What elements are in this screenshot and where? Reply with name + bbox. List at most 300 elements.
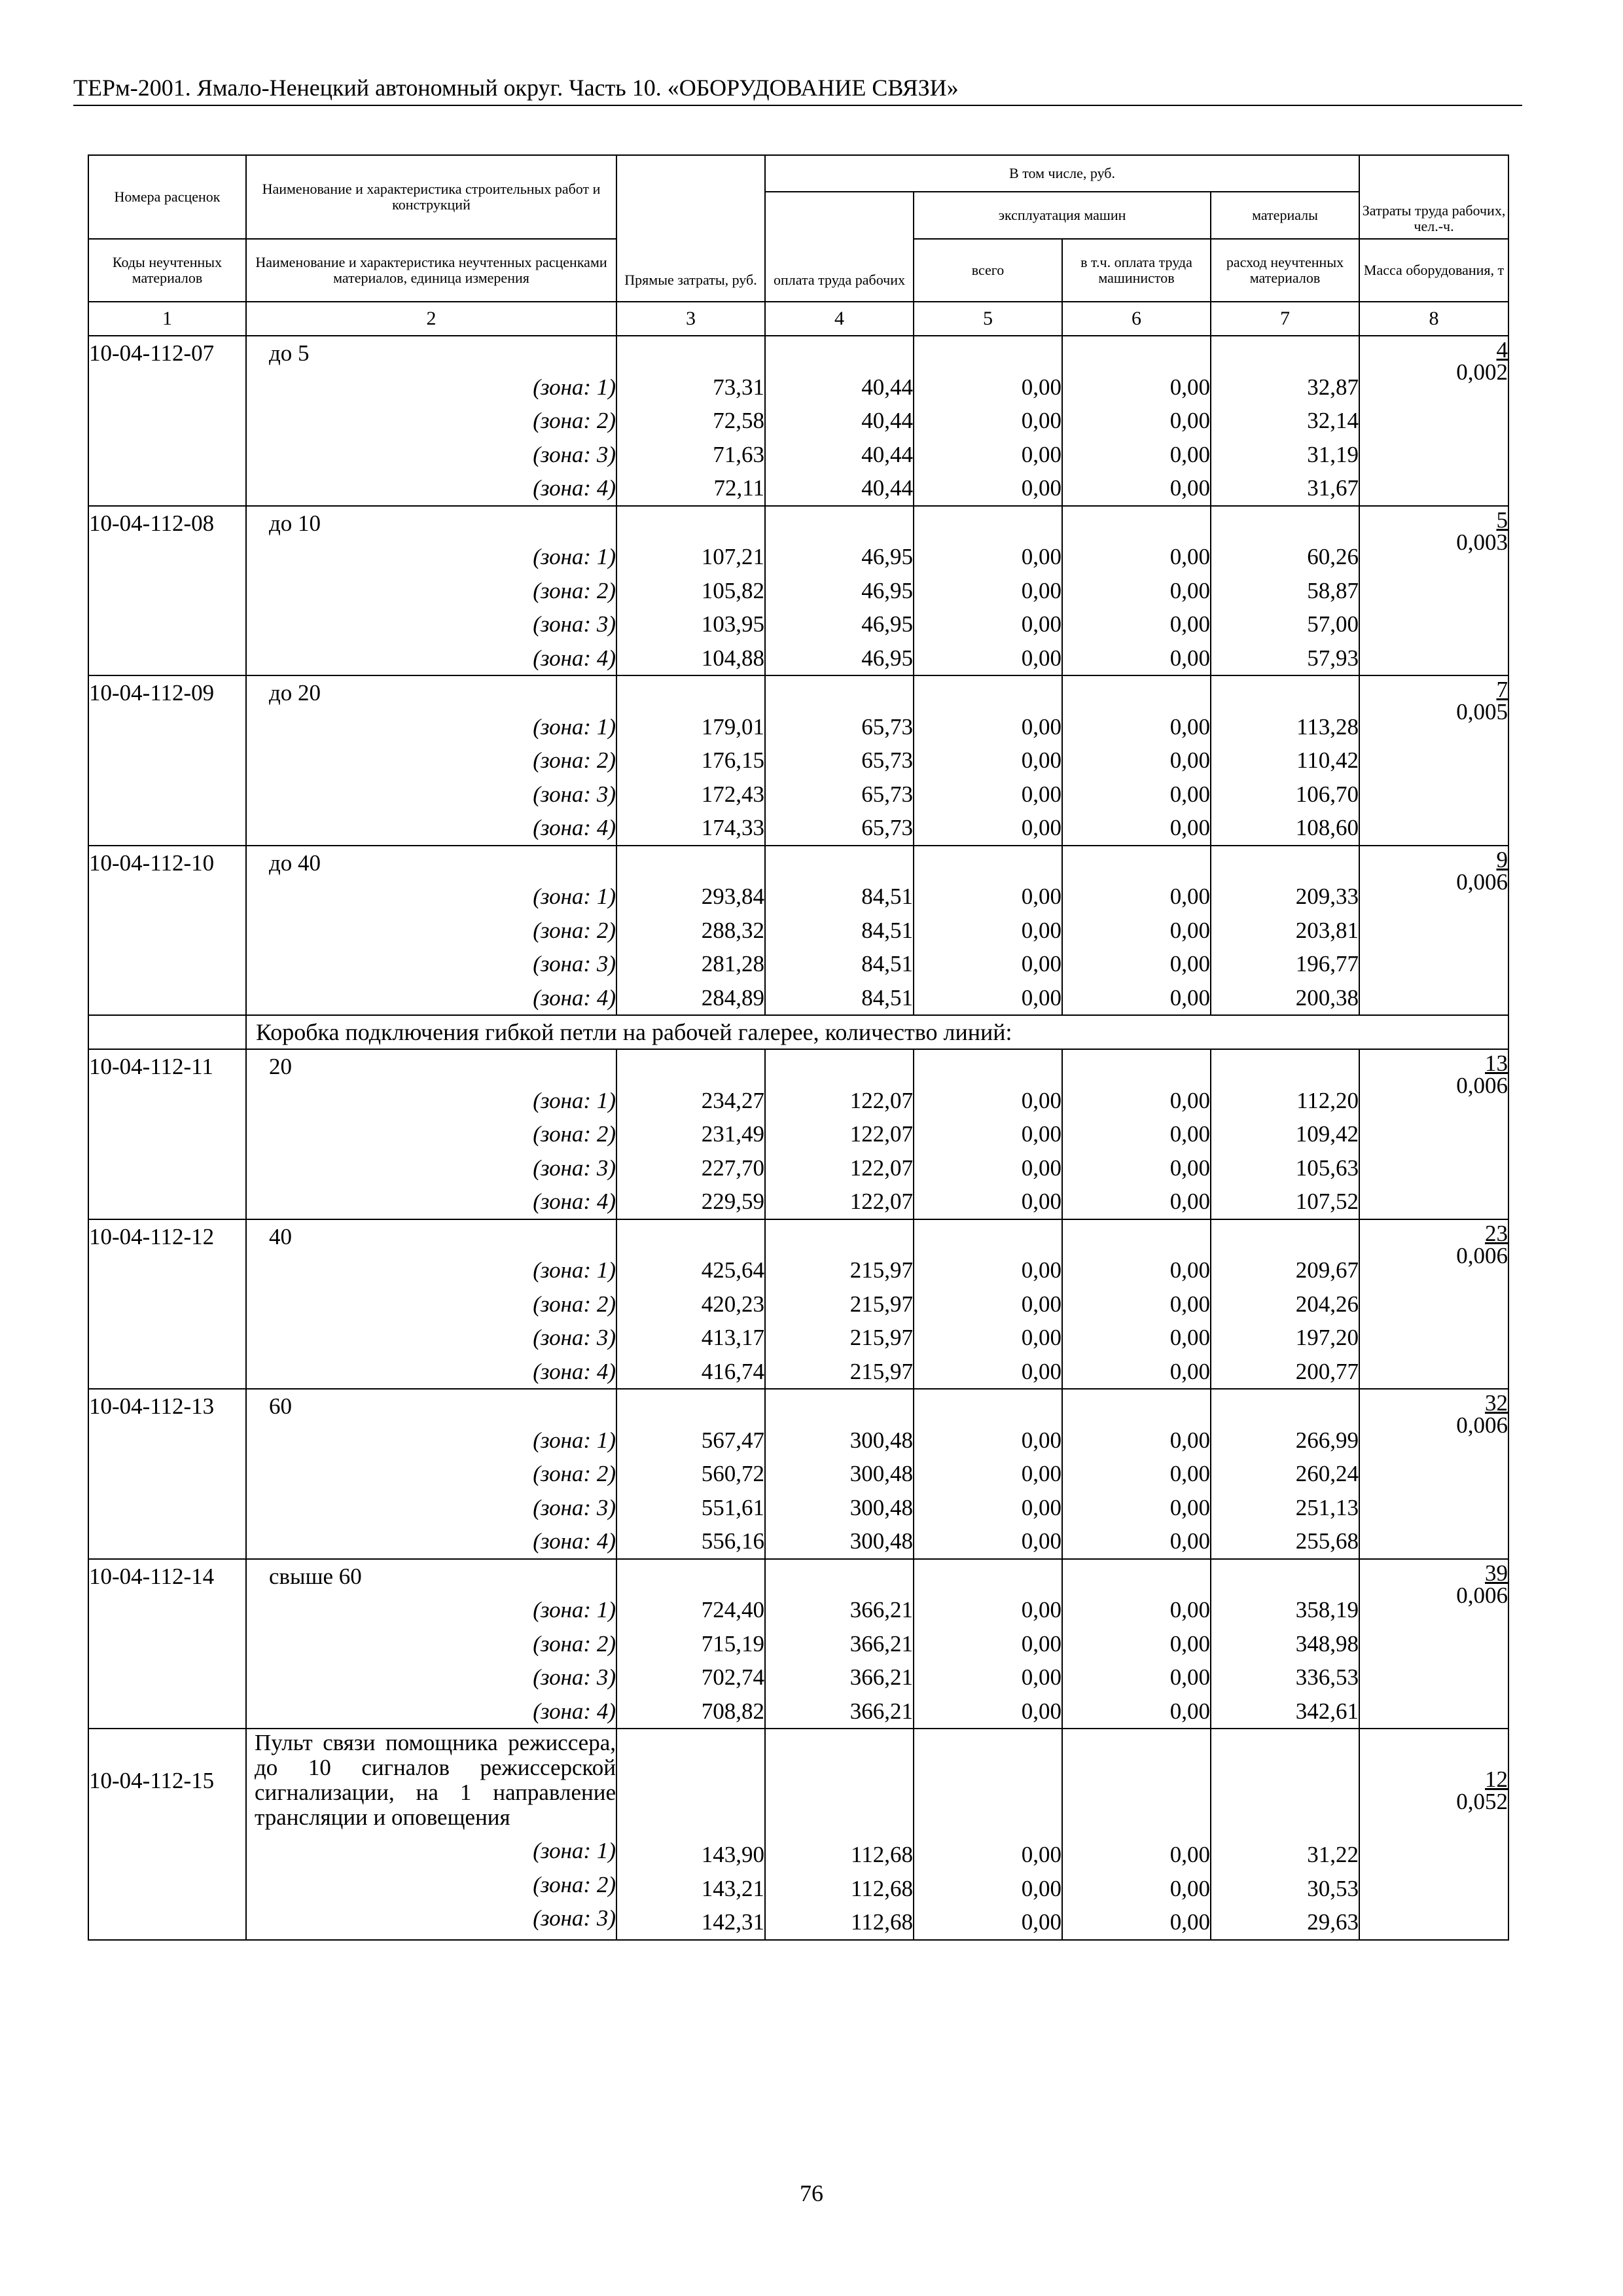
- machines-cell: [914, 846, 1062, 1016]
- col-number: 3: [616, 302, 765, 336]
- operators-pay-value: 0,00: [1169, 1325, 1210, 1350]
- operators-pay-value: 0,00: [1169, 475, 1210, 501]
- direct-cost-value: 234,27: [701, 1087, 764, 1113]
- operators-pay-cell: [1062, 675, 1211, 846]
- spacer: [1211, 1560, 1359, 1594]
- spacer: [766, 676, 913, 710]
- materials-value: 29,63: [1307, 1909, 1359, 1935]
- spacer: [914, 507, 1061, 541]
- spacer: [766, 336, 913, 370]
- equipment-mass: 0,006: [1456, 1242, 1508, 1268]
- materials-value: 31,19: [1307, 441, 1359, 467]
- zone-label: (зона: 1): [533, 1838, 616, 1863]
- labor-pay-cell: [765, 675, 914, 846]
- direct-cost-cell: [616, 1729, 765, 1940]
- machines-value: 0,00: [1021, 374, 1061, 400]
- labor-pay-value: 65,73: [861, 781, 913, 807]
- col-labor-bottom: Масса оборудования, т: [1359, 239, 1508, 302]
- spacer: [1211, 1729, 1359, 1838]
- spacer: [914, 1220, 1061, 1254]
- zone-label: (зона: 4): [533, 1698, 616, 1724]
- materials-value: 57,93: [1307, 645, 1359, 671]
- zone-label: (зона: 2): [533, 917, 616, 943]
- materials-value: 266,99: [1295, 1427, 1359, 1453]
- direct-cost-value: 104,88: [701, 645, 764, 671]
- rate-name-cell: [246, 1729, 616, 1940]
- direct-cost-value: 174,33: [701, 815, 764, 840]
- machines-value: 0,00: [1021, 1909, 1061, 1935]
- direct-cost-value: 172,43: [701, 781, 764, 807]
- labor-hours: [1360, 846, 1508, 871]
- section-body: [88, 1015, 1508, 1049]
- labor-pay-value: 300,48: [849, 1494, 913, 1520]
- labor-hours: [1360, 1220, 1508, 1245]
- table-row: [88, 506, 1508, 676]
- machines-value: 0,00: [1021, 1325, 1061, 1350]
- labor-hours-value: 5: [1496, 507, 1508, 533]
- zone-label: (зона: 1): [533, 1597, 616, 1623]
- equipment-mass: 0,006: [1456, 1073, 1508, 1098]
- col-code-bottom: Коды неучтенных материалов: [88, 239, 246, 302]
- materials-value: 342,61: [1295, 1698, 1359, 1724]
- rate-name-cell: [246, 1389, 616, 1559]
- table-body-a: [88, 336, 1508, 1015]
- labor-hours-value: 32: [1485, 1390, 1508, 1416]
- operators-pay-value: 0,00: [1169, 1909, 1210, 1935]
- materials-value: 204,26: [1295, 1291, 1359, 1317]
- zone-label: (зона: 2): [533, 1291, 616, 1317]
- rate-name: до 20: [269, 680, 321, 706]
- equipment-mass: 0,052: [1456, 1789, 1508, 1814]
- labor-hours: [1360, 336, 1508, 361]
- machines-value: 0,00: [1021, 1358, 1061, 1384]
- machines-value: 0,00: [1021, 1189, 1061, 1214]
- labor-mass-cell: [1359, 506, 1508, 676]
- operators-pay-value: 0,00: [1169, 917, 1210, 943]
- spacer: [1063, 1390, 1210, 1424]
- labor-mass-cell: [1359, 1559, 1508, 1729]
- rate-code-cell: [88, 1219, 246, 1390]
- operators-pay-value: 0,00: [1169, 611, 1210, 637]
- operators-pay-value: 0,00: [1169, 1461, 1210, 1486]
- machines-value: 0,00: [1021, 984, 1061, 1011]
- labor-pay-value: 300,48: [849, 1427, 913, 1453]
- rate-code-cell: [88, 336, 246, 506]
- operators-pay-value: 0,00: [1169, 984, 1210, 1011]
- col-number: 4: [765, 302, 914, 336]
- spacer: [914, 1729, 1061, 1838]
- zone-label: (зона: 1): [533, 1257, 616, 1283]
- labor-pay-value: 366,21: [849, 1664, 913, 1690]
- zone-label: (зона: 2): [533, 747, 616, 773]
- materials-cell: [1211, 1389, 1359, 1559]
- materials-value: 209,33: [1295, 884, 1359, 909]
- spacer: [766, 1560, 913, 1594]
- labor-mass-cell: [1359, 1049, 1508, 1219]
- section-title: Коробка подключения гибкой петли на рабочей галерее, количество линий:: [246, 1015, 1508, 1049]
- direct-cost-value: 227,70: [701, 1155, 764, 1181]
- direct-cost-value: 567,47: [701, 1427, 764, 1453]
- direct-cost-value: 179,01: [701, 713, 764, 740]
- materials-value: 31,67: [1307, 475, 1359, 501]
- zone-label: (зона: 4): [533, 475, 616, 501]
- zone-label: (зона: 2): [533, 1461, 616, 1486]
- col-labor-pay: оплата труда рабочих: [765, 192, 914, 302]
- materials-value: 196,77: [1295, 951, 1359, 977]
- machines-cell: [914, 1559, 1062, 1729]
- operators-pay-value: 0,00: [1169, 408, 1210, 433]
- labor-pay-value: 65,73: [861, 815, 913, 840]
- rate-name-cell: [246, 336, 616, 506]
- direct-cost-value: 143,90: [701, 1842, 764, 1867]
- machines-value: 0,00: [1021, 1630, 1061, 1657]
- spacer: [914, 676, 1061, 710]
- spacer: [766, 1729, 913, 1838]
- zone-label: (зона: 1): [533, 1427, 616, 1453]
- spacer: [617, 1560, 764, 1594]
- operators-pay-value: 0,00: [1169, 374, 1210, 400]
- zone-label: (зона: 3): [533, 441, 616, 467]
- operators-pay-value: 0,00: [1169, 1121, 1210, 1147]
- labor-pay-value: 46,95: [861, 645, 913, 671]
- spacer: [1211, 336, 1359, 370]
- spacer: [914, 1560, 1061, 1594]
- materials-value: 358,19: [1295, 1597, 1359, 1623]
- materials-value: 197,20: [1295, 1325, 1359, 1350]
- labor-hours: [1360, 676, 1508, 701]
- machines-value: 0,00: [1021, 713, 1061, 740]
- table-row: [88, 1049, 1508, 1219]
- spacer: [617, 336, 764, 370]
- spacer: [617, 846, 764, 880]
- materials-cell: [1211, 1729, 1359, 1940]
- labor-pay-value: 112,68: [851, 1875, 913, 1901]
- equipment-mass: 0,002: [1456, 359, 1508, 385]
- materials-value: 110,42: [1296, 747, 1359, 773]
- materials-value: 58,87: [1307, 577, 1359, 603]
- machines-value: 0,00: [1021, 1087, 1061, 1113]
- rate-name-cell: [246, 1219, 616, 1390]
- rate-name-cell: [246, 846, 616, 1016]
- operators-pay-value: 0,00: [1169, 1087, 1210, 1113]
- direct-cost-cell: [616, 506, 765, 676]
- operators-pay-value: 0,00: [1169, 1257, 1210, 1283]
- operators-pay-value: 0,00: [1169, 645, 1210, 671]
- materials-value: 112,20: [1296, 1087, 1359, 1113]
- operators-pay-value: 0,00: [1169, 781, 1210, 807]
- labor-pay-cell: [765, 336, 914, 506]
- labor-pay-value: 122,07: [849, 1189, 913, 1214]
- operators-pay-value: 0,00: [1169, 1189, 1210, 1214]
- rate-name-cell: [246, 1049, 616, 1219]
- zone-label: (зона: 3): [533, 1155, 616, 1181]
- machines-value: 0,00: [1021, 544, 1061, 569]
- direct-cost-value: 724,40: [701, 1597, 764, 1623]
- machines-value: 0,00: [1021, 747, 1061, 773]
- col-number: 7: [1211, 302, 1359, 336]
- labor-pay-value: 122,07: [849, 1155, 913, 1181]
- direct-cost-value: 143,21: [701, 1875, 764, 1901]
- spacer: [766, 846, 913, 880]
- operators-pay-value: 0,00: [1169, 747, 1210, 773]
- operators-pay-value: 0,00: [1169, 1528, 1210, 1554]
- rate-code: 10-04-112-14: [89, 1563, 215, 1589]
- operators-pay-value: 0,00: [1169, 951, 1210, 977]
- direct-cost-value: 551,61: [701, 1494, 764, 1520]
- direct-cost-value: 560,72: [701, 1461, 764, 1486]
- spacer: [1211, 846, 1359, 880]
- labor-pay-value: 40,44: [861, 441, 913, 467]
- table-row: [88, 336, 1508, 506]
- direct-cost-value: 284,89: [701, 984, 764, 1011]
- machines-value: 0,00: [1021, 884, 1061, 909]
- direct-cost-cell: [616, 675, 765, 846]
- operators-pay-value: 0,00: [1169, 1698, 1210, 1724]
- rate-code-cell: [88, 1559, 246, 1729]
- machines-cell: [914, 1729, 1062, 1940]
- labor-pay-cell: [765, 1389, 914, 1559]
- zone-label: (зона: 2): [533, 577, 616, 603]
- table-row: [88, 1729, 1508, 1940]
- page-header: ТЕРм-2001. Ямало-Ненецкий автономный округ. Часть 10. «ОБОРУДОВАНИЕ СВЯЗИ»: [73, 75, 959, 101]
- operators-pay-cell: [1062, 336, 1211, 506]
- col-machines-operators: в т.ч. оплата труда машинистов: [1062, 239, 1211, 302]
- col-direct: Прямые затраты, руб.: [616, 155, 765, 302]
- rate-code: 10-04-112-07: [89, 340, 215, 366]
- labor-pay-value: 122,07: [849, 1121, 913, 1147]
- direct-cost-value: 708,82: [701, 1698, 764, 1724]
- direct-cost-value: 71,63: [713, 441, 764, 467]
- machines-value: 0,00: [1021, 1121, 1061, 1147]
- spacer: [617, 1220, 764, 1254]
- zone-label: (зона: 2): [533, 1630, 616, 1657]
- materials-value: 31,22: [1307, 1842, 1359, 1867]
- labor-pay-value: 84,51: [861, 984, 913, 1011]
- materials-value: 57,00: [1307, 611, 1359, 637]
- materials-cell: [1211, 336, 1359, 506]
- col-name-top: Наименование и характеристика строительных работ и конструкций: [246, 155, 616, 239]
- materials-value: 60,26: [1307, 544, 1359, 569]
- materials-value: 260,24: [1295, 1461, 1359, 1486]
- machines-value: 0,00: [1021, 645, 1061, 671]
- labor-mass-cell: [1359, 846, 1508, 1016]
- labor-pay-value: 84,51: [861, 917, 913, 943]
- machines-cell: [914, 675, 1062, 846]
- equipment-mass: 0,006: [1456, 1582, 1508, 1608]
- direct-cost-value: 107,21: [701, 544, 764, 569]
- materials-value: 113,28: [1296, 713, 1359, 740]
- machines-cell: [914, 506, 1062, 676]
- machines-value: 0,00: [1021, 577, 1061, 603]
- operators-pay-cell: [1062, 846, 1211, 1016]
- zone-label: (зона: 2): [533, 1121, 616, 1147]
- direct-cost-value: 413,17: [701, 1325, 764, 1350]
- machines-cell: [914, 1219, 1062, 1390]
- col-number: 8: [1359, 302, 1508, 336]
- labor-mass-cell: [1359, 1219, 1508, 1390]
- rate-code: 10-04-112-15: [89, 1768, 215, 1793]
- rate-code: 10-04-112-08: [89, 510, 215, 536]
- zone-label: (зона: 3): [533, 611, 616, 637]
- rate-name: 20: [269, 1054, 292, 1079]
- col-machines-total: всего: [914, 239, 1062, 302]
- table-row: [88, 1389, 1508, 1559]
- machines-value: 0,00: [1021, 408, 1061, 433]
- operators-pay-cell: [1062, 1559, 1211, 1729]
- table-body-c: [88, 1729, 1508, 1940]
- spacer: [1063, 1050, 1210, 1084]
- labor-pay-cell: [765, 1729, 914, 1940]
- operators-pay-cell: [1062, 1219, 1211, 1390]
- materials-value: 255,68: [1295, 1528, 1359, 1554]
- labor-pay-value: 366,21: [849, 1698, 913, 1724]
- zone-label: (зона: 3): [533, 781, 616, 807]
- rate-name: 40: [269, 1223, 292, 1249]
- operators-pay-value: 0,00: [1169, 1842, 1210, 1867]
- materials-value: 108,60: [1295, 815, 1359, 840]
- labor-pay-value: 46,95: [861, 611, 913, 637]
- materials-value: 251,13: [1295, 1494, 1359, 1520]
- machines-value: 0,00: [1021, 1494, 1061, 1520]
- labor-mass-cell: [1359, 336, 1508, 506]
- labor-pay-value: 40,44: [861, 475, 913, 501]
- operators-pay-value: 0,00: [1169, 884, 1210, 909]
- spacer: [766, 1390, 913, 1424]
- zone-label: (зона: 4): [533, 984, 616, 1011]
- price-table: [88, 154, 1509, 1941]
- labor-pay-value: 84,51: [861, 951, 913, 977]
- machines-value: 0,00: [1021, 1875, 1061, 1901]
- materials-value: 32,87: [1307, 374, 1359, 400]
- zone-label: (зона: 4): [533, 1358, 616, 1384]
- labor-pay-value: 65,73: [861, 713, 913, 740]
- operators-pay-value: 0,00: [1169, 713, 1210, 740]
- zone-label: (зона: 3): [533, 1664, 616, 1690]
- direct-cost-cell: [616, 1389, 765, 1559]
- operators-pay-value: 0,00: [1169, 1875, 1210, 1901]
- operators-pay-value: 0,00: [1169, 544, 1210, 569]
- labor-hours-value: 13: [1485, 1050, 1508, 1076]
- direct-cost-value: 420,23: [701, 1291, 764, 1317]
- materials-value: 107,52: [1295, 1189, 1359, 1214]
- spacer: [617, 1390, 764, 1424]
- col-labor-top: Затраты труда рабочих, чел.-ч.: [1359, 155, 1508, 239]
- direct-cost-value: 281,28: [701, 951, 764, 977]
- materials-value: 109,42: [1295, 1121, 1359, 1147]
- labor-mass-cell: [1359, 1729, 1508, 1940]
- direct-cost-value: 293,84: [701, 884, 764, 909]
- zone-label: (зона: 3): [533, 1325, 616, 1350]
- materials-value: 30,53: [1307, 1875, 1359, 1901]
- operators-pay-value: 0,00: [1169, 1358, 1210, 1384]
- operators-pay-value: 0,00: [1169, 1664, 1210, 1690]
- rate-code: 10-04-112-09: [89, 680, 215, 706]
- spacer: [1063, 1560, 1210, 1594]
- labor-hours: [1360, 1560, 1508, 1585]
- direct-cost-cell: [616, 1559, 765, 1729]
- labor-pay-value: 215,97: [849, 1257, 913, 1283]
- rate-name-cell: [246, 1559, 616, 1729]
- rate-name-cell: [246, 506, 616, 676]
- direct-cost-cell: [616, 1049, 765, 1219]
- labor-hours: [1360, 507, 1508, 531]
- zone-label: (зона: 3): [533, 1494, 616, 1520]
- spacer: [617, 1050, 764, 1084]
- machines-value: 0,00: [1021, 1461, 1061, 1486]
- operators-pay-cell: [1062, 506, 1211, 676]
- rate-name: до 10: [269, 510, 321, 536]
- rate-code: 10-04-112-12: [89, 1223, 215, 1249]
- machines-value: 0,00: [1021, 1291, 1061, 1317]
- spacer: [1063, 1220, 1210, 1254]
- equipment-mass: 0,006: [1456, 869, 1508, 895]
- equipment-mass: 0,006: [1456, 1412, 1508, 1438]
- zone-label: (зона: 1): [533, 884, 616, 909]
- materials-value: 209,67: [1295, 1257, 1359, 1283]
- machines-value: 0,00: [1021, 1698, 1061, 1724]
- rate-code: 10-04-112-11: [89, 1054, 213, 1079]
- machines-cell: [914, 1389, 1062, 1559]
- direct-cost-value: 72,11: [713, 475, 764, 501]
- direct-cost-cell: [616, 846, 765, 1016]
- rate-name-cell: [246, 675, 616, 846]
- direct-cost-value: 556,16: [701, 1528, 764, 1554]
- direct-cost-value: 416,74: [701, 1358, 764, 1384]
- direct-cost-value: 229,59: [701, 1189, 764, 1214]
- labor-pay-value: 40,44: [861, 408, 913, 433]
- table-row: [88, 846, 1508, 1016]
- machines-cell: [914, 1049, 1062, 1219]
- spacer: [1211, 507, 1359, 541]
- col-number: 6: [1062, 302, 1211, 336]
- operators-pay-value: 0,00: [1169, 441, 1210, 467]
- col-number: 5: [914, 302, 1062, 336]
- machines-value: 0,00: [1021, 917, 1061, 943]
- materials-cell: [1211, 1559, 1359, 1729]
- machines-value: 0,00: [1021, 1155, 1061, 1181]
- labor-pay-value: 40,44: [861, 374, 913, 400]
- machines-value: 0,00: [1021, 781, 1061, 807]
- rate-code: 10-04-112-13: [89, 1393, 215, 1419]
- direct-cost-value: 288,32: [701, 917, 764, 943]
- machines-cell: [914, 336, 1062, 506]
- spacer: [1063, 1729, 1210, 1838]
- materials-value: 32,14: [1307, 408, 1359, 433]
- operators-pay-value: 0,00: [1169, 1597, 1210, 1623]
- rate-code-cell: [88, 675, 246, 846]
- labor-pay-value: 112,68: [851, 1842, 913, 1867]
- labor-pay-value: 366,21: [849, 1630, 913, 1657]
- table-row: [88, 1559, 1508, 1729]
- labor-hours-value: 9: [1496, 846, 1508, 872]
- labor-pay-cell: [765, 1049, 914, 1219]
- machines-value: 0,00: [1021, 1597, 1061, 1623]
- labor-pay-cell: [765, 1559, 914, 1729]
- rate-name: до 40: [269, 850, 321, 876]
- machines-value: 0,00: [1021, 1427, 1061, 1453]
- direct-cost-value: 72,58: [713, 408, 764, 433]
- equipment-mass: 0,003: [1456, 529, 1508, 555]
- labor-hours: [1360, 1766, 1508, 1791]
- zone-label: (зона: 4): [533, 645, 616, 671]
- materials-cell: [1211, 1049, 1359, 1219]
- spacer: [914, 1390, 1061, 1424]
- rate-code-cell: [88, 506, 246, 676]
- labor-pay-cell: [765, 1219, 914, 1390]
- col-materials-unaccounted: расход неучтенных материалов: [1211, 239, 1359, 302]
- spacer: [1211, 1050, 1359, 1084]
- direct-cost-value: 103,95: [701, 611, 764, 637]
